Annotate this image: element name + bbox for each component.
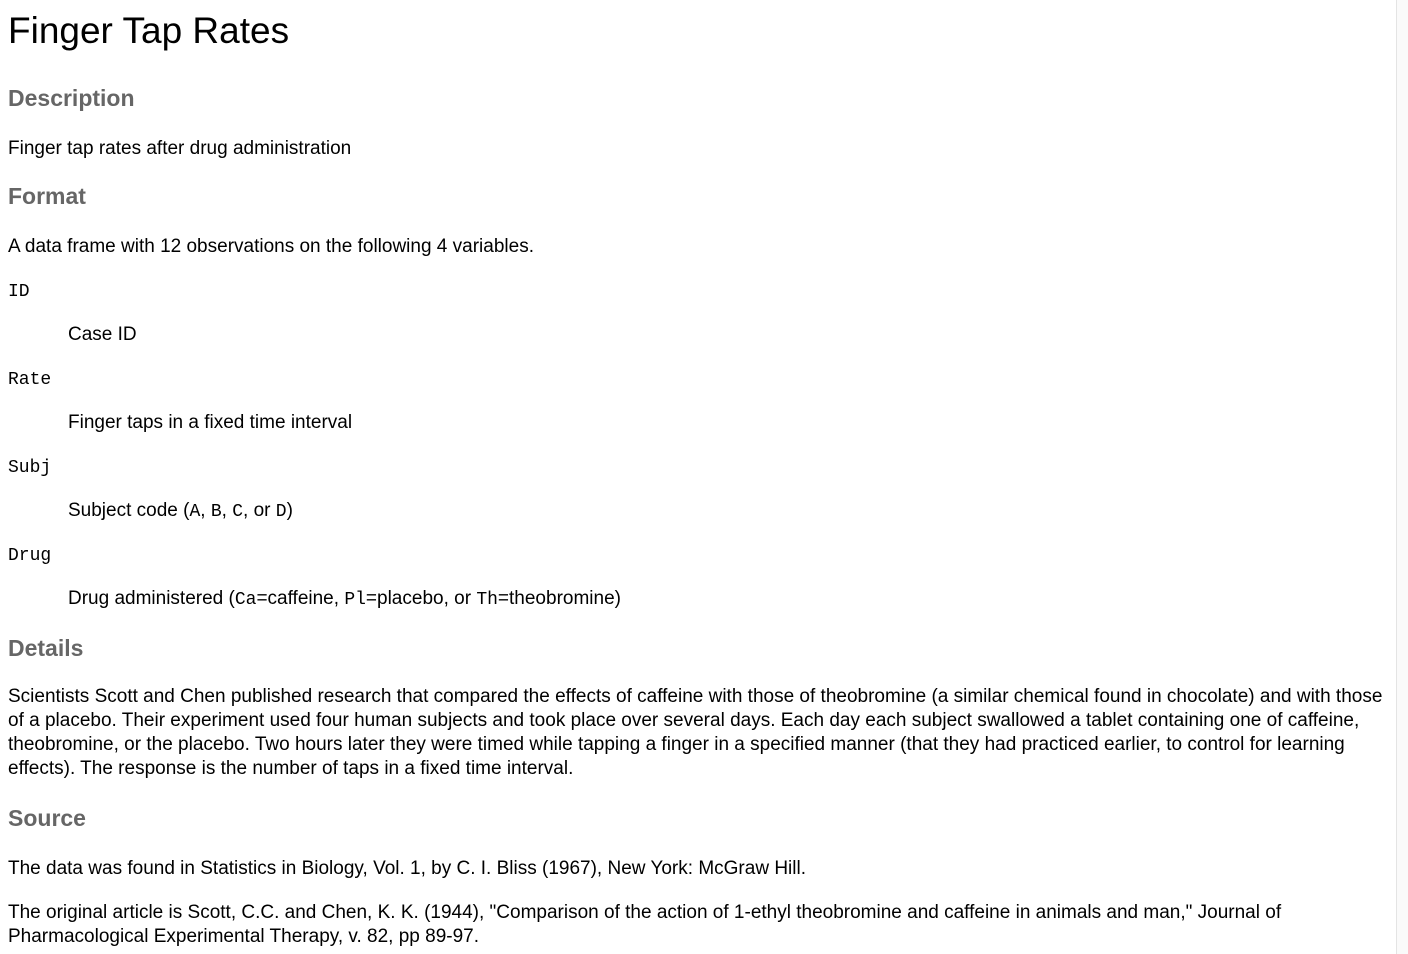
- subj-sep: ,: [200, 500, 211, 521]
- drug-code-pl: Pl: [344, 590, 366, 610]
- variable-desc-id: Case ID: [68, 324, 137, 345]
- source-text-original-article: The original article is Scott, C.C. and Chen, K. K. (1944), "Comparison of the action of 1-ethyl theobromine and caffeine in animals and man," Journal of Pharmacological Experimental Therapy, v. 82, pp 89-97.: [8, 902, 1282, 947]
- page-title: Finger Tap Rates: [8, 10, 290, 51]
- format-heading: Format: [8, 183, 86, 209]
- details-text: Scientists Scott and Chen published research that compared the effects of caffeine with those of theobromine (a similar chemical found in chocolate) and with those of a placebo. Their experiment used four human subjects and took place over several days. Each day each subject swallowed a tablet containing one of caffeine, theobromine, or the placebo. Two hours later they were timed while tapping a finger in a specified manner (that they had practiced earlier, to control for learning effects). The response is the number of taps in a fixed time interval.: [8, 686, 1383, 779]
- drug-label-placebo: =placebo, or: [365, 588, 477, 609]
- description-text: Finger tap rates after drug administration: [8, 138, 352, 159]
- drug-desc-suffix: ): [614, 588, 621, 609]
- subj-sep: , or: [243, 500, 276, 521]
- variable-name-subj: Subj: [8, 458, 52, 478]
- description-heading: Description: [8, 85, 135, 111]
- subj-code-c: C: [232, 502, 244, 522]
- subj-code-a: A: [189, 502, 201, 522]
- details-heading: Details: [8, 635, 84, 661]
- variable-name-id: ID: [8, 282, 30, 302]
- drug-label-caffeine: =caffeine,: [256, 588, 345, 609]
- source-heading: Source: [8, 805, 86, 831]
- drug-label-theobromine: =theobromine: [497, 588, 615, 609]
- drug-desc-prefix: Drug administered (: [68, 588, 235, 609]
- subj-desc-prefix: Subject code (: [68, 500, 190, 521]
- variable-desc-drug: [68, 587, 621, 612]
- subj-code-b: B: [210, 502, 222, 522]
- variable-desc-rate: Finger taps in a fixed time interval: [68, 412, 353, 433]
- variable-desc-subj: [68, 499, 293, 524]
- variable-name-rate: Rate: [8, 370, 52, 390]
- drug-code-ca: Ca: [234, 590, 257, 610]
- source-text-bliss: The data was found in Statistics in Biology, Vol. 1, by C. I. Bliss (1967), New York: McGraw Hill.: [8, 858, 806, 879]
- drug-code-th: Th: [476, 590, 498, 610]
- variable-name-drug: Drug: [8, 546, 52, 566]
- subj-sep: ,: [221, 500, 233, 521]
- subj-desc-suffix: ): [286, 500, 293, 521]
- vertical-scrollbar[interactable]: [1396, 0, 1408, 954]
- format-intro: A data frame with 12 observations on the following 4 variables.: [8, 236, 534, 257]
- subj-code-d: D: [275, 502, 287, 522]
